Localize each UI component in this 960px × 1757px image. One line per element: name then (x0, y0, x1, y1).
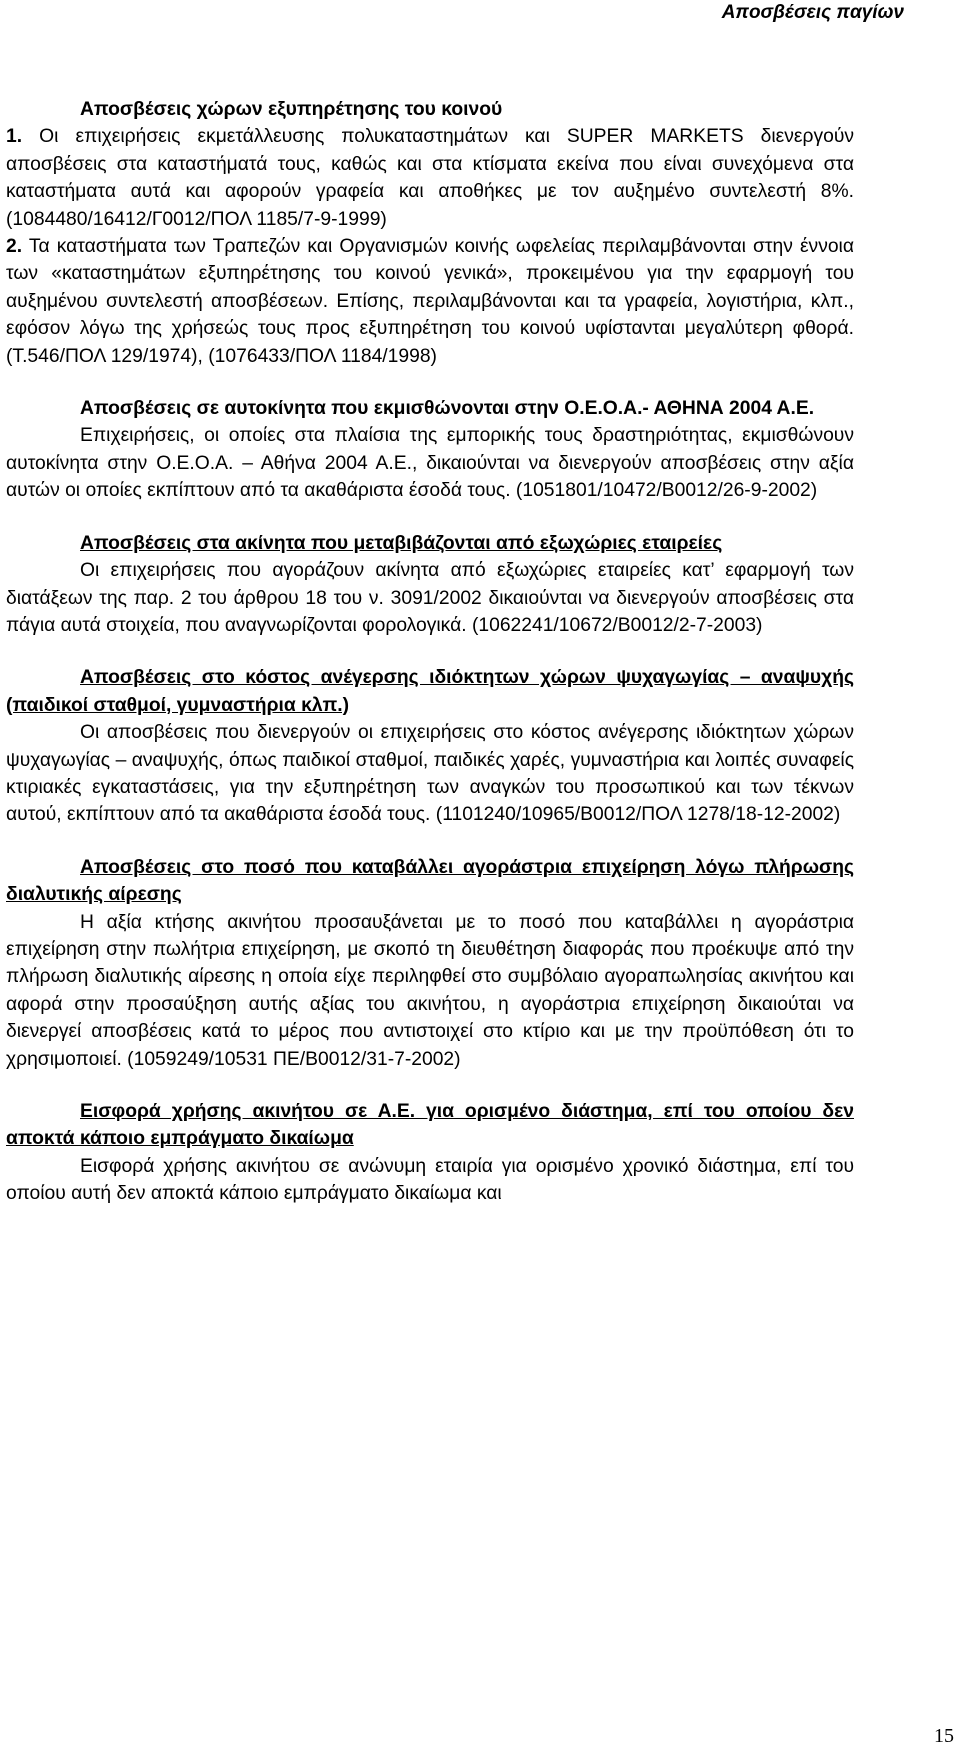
paragraph-item-2 (6, 233, 854, 370)
section-recreation-spaces (6, 664, 854, 828)
page-number: 15 (934, 1725, 954, 1747)
section-heading: Αποσβέσεις στο ποσό που καταβάλλει αγοράστρια επιχείρηση λόγω πλήρωσης διαλυτικής αίρεσης (6, 856, 854, 906)
running-header: Αποσβέσεις παγίων (721, 2, 904, 23)
section-heading: Αποσβέσεις στο κόστος ανέγερσης ιδιόκτητων χώρων ψυχαγωγίας – αναψυχής (παιδικοί σταθμοί, γυμναστήρια κλπ.) (6, 667, 854, 716)
section-offshore-property (6, 530, 854, 640)
paragraph-text: Οι αποσβέσεις που διενεργούν οι επιχειρήσεις στο κόστος ανέγερσης ιδιόκτητων χώρων ψυχαγωγίας – αναψυχής, όπως παιδικοί σταθμοί, παιδικές χαρές, γυμναστήρια και λοιπές συναφείς κτιριακές εγκαταστάσεις, για την εξυπηρέτηση των αναγκών του προσωπικού και των τέκνων αυτού, εκπίπτουν από τα ακαθάριστα έσοδά τους. (1101240/10965/Β0012/ΠΟΛ 1278/18-12-2002) (6, 722, 854, 826)
item-number: 2. (6, 236, 23, 258)
section-car-leasing (6, 395, 854, 505)
section-heading: Αποσβέσεις χώρων εξυπηρέτησης του κοινού (80, 99, 503, 120)
section-service-spaces (6, 96, 854, 370)
paragraph-item-1 (6, 123, 854, 233)
paragraph-text: Τα καταστήματα των Τραπεζών και Οργανισμών κοινής ωφελείας περιλαμβάνονται στην έννοια των «καταστημάτων εξυπηρέτησης του κοινού γενικά», προκειμένου για την εφαρμογή του αυξημένου συντελεστή αποσβέσεων. Επίσης, περιλαμβάνονται και τα γραφεία, λογιστήρια, κλπ., εφόσον λόγω της χρήσεώς τους προς εξυπηρέτηση του κοινού υφίστανται μεγαλύτερη φθορά. (Τ.546/ΠΟΛ 129/1974), (1076433/ΠΟΛ 1184/1998) (6, 236, 854, 367)
document-body (6, 96, 854, 1208)
paragraph-text: Εισφορά χρήσης ακινήτου σε ανώνυμη εταιρία για ορισμένο χρονικό διάστημα, επί του οποίου αυτή δεν αποκτά κάποιο εμπράγματο δικαίωμα και (6, 1155, 854, 1205)
paragraph-text: Επιχειρήσεις, οι οποίες στα πλαίσια της εμπορικής τους δραστηριότητας, εκμισθώνουν αυτοκίνητα στην Ο.Ε.Ο.Α. – Αθήνα 2004 Α.Ε., δικαιούνται να διενεργούν αποσβέσεις στην αξία αυτών οι οποίες εκπίπτουν από τα ακαθάριστα έσοδά τους. (1051801/10472/Β0012/26-9-2002) (6, 425, 854, 502)
paragraph-text: Οι επιχειρήσεις που αγοράζουν ακίνητα από εξωχώριες εταιρείες κατ’ εφαρμογή των διατάξεων της παρ. 2 του άρθρου 18 του ν. 3091/2002 δικαιούνται να διενεργούν αποσβέσεις στα πάγια αυτά στοιχεία, που αναγνωρίζονται φορολογικά. (1062241/10672/Β0012/2-7-2003) (6, 560, 854, 636)
section-resolutory-condition (6, 854, 854, 1073)
item-number: 1. (6, 126, 23, 148)
paragraph-text: Η αξία κτήσης ακινήτου προσαυξάνεται με το ποσό που καταβάλλει η αγοράστρια επιχείρηση στην πωλήτρια επιχείρηση, με σκοπό τη διευθέτηση διαφοράς που προέκυψε από την πλήρωση διαλυτικής αίρεσης η οποία είχε περιληφθεί στο συμβόλαιο αγοραπωλησίας ακινήτου και αφορά στην προσαύξηση αυτής αξίας του ακινήτου, η αγοράστρια επιχείρηση δικαιούται να διενεργεί αποσβέσεις κατά το μέρος που αντιστοιχεί στο κτίριο και με την προϋπόθεση ότι το χρησιμοποιεί. (1059249/10531 ΠΕ/Β0012/31-7-2002) (6, 911, 854, 1070)
section-property-use-contribution (6, 1098, 854, 1208)
section-heading: Εισφορά χρήσης ακινήτου σε Α.Ε. για ορισμένο διάστημα, επί του οποίου δεν αποκτά κάποιο εμπράγματο δικαίωμα (6, 1101, 854, 1150)
section-heading: Αποσβέσεις στα ακίνητα που μεταβιβάζονται από εξωχώριες εταιρείες (80, 532, 723, 554)
section-heading: Αποσβέσεις σε αυτοκίνητα που εκμισθώνονται στην Ο.Ε.Ο.Α.- ΑΘΗΝΑ 2004 Α.Ε. (80, 398, 815, 420)
paragraph-text: Οι επιχειρήσεις εκμετάλλευσης πολυκαταστημάτων και SUPER MARKETS διενεργούν αποσβέσεις στα καταστήματά τους, καθώς και στα κτίσματα εκείνα που είναι συνεχόμενα στα καταστήματα αυτά και αφορούν γραφεία και αποθήκες με τον αυξημένο συντελεστή 8%. (1084480/16412/Γ0012/ΠΟΛ 1185/7-9-1999) (6, 126, 854, 230)
